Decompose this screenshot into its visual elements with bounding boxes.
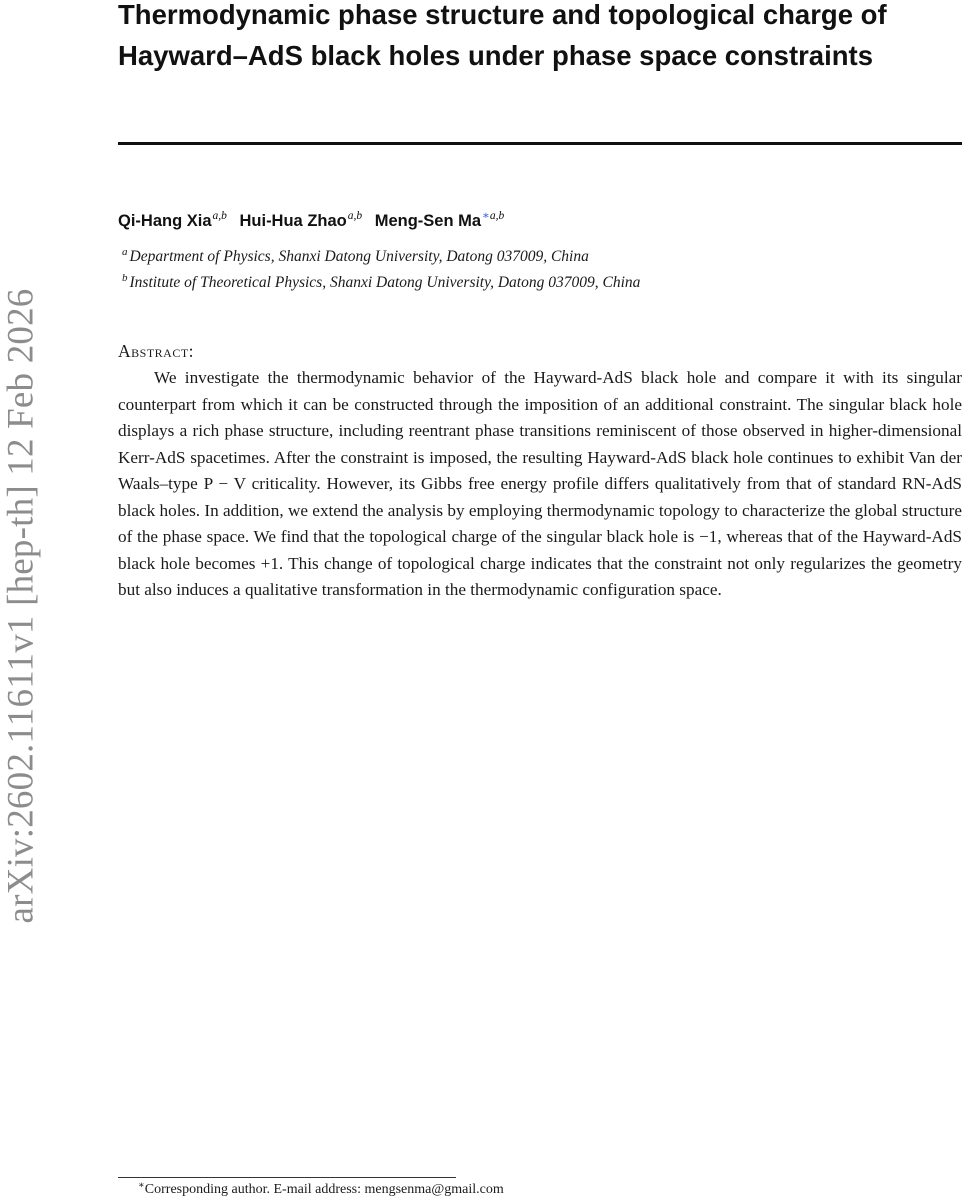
author-name: Hui-Hua Zhao <box>239 212 347 230</box>
affiliation-mark: b <box>122 272 128 284</box>
affiliation-a <box>122 248 589 266</box>
author-name: Qi-Hang Xia <box>118 212 212 230</box>
arxiv-identifier[interactable]: arXiv:2602.11611v1 [hep-th] 12 Feb 2026 <box>0 288 42 924</box>
affiliation-b <box>122 274 640 292</box>
affiliation-text: Department of Physics, Shanxi Datong University, Datong 037009, China <box>129 248 589 265</box>
corresponding-author-link[interactable]: ∗ <box>482 210 490 222</box>
author-name: Meng-Sen Ma <box>374 212 482 230</box>
footnote <box>138 1182 504 1198</box>
footnote-mark: ∗ <box>138 1180 145 1191</box>
affiliation-text: Institute of Theoretical Physics, Shanxi Datong University, Datong 037009, China <box>129 274 641 291</box>
affiliation-mark: a <box>122 246 128 258</box>
author <box>239 212 362 230</box>
author <box>118 212 227 230</box>
author <box>375 212 505 230</box>
title-divider <box>118 142 962 145</box>
author-affiliation-mark: a,b <box>347 210 363 222</box>
author-affiliation-mark: a,b <box>212 210 227 222</box>
abstract-text: We investigate the thermodynamic behavior of the Hayward-AdS black hole and compare it with its singular counterpart from which it can be constructed through the imposition of an additional constraint. The singular black hole displays a rich phase structure, including reentrant phase transitions reminiscent of those observed in higher-dimensional Kerr-AdS spacetimes. After the constraint is imposed, the resulting Hayward-AdS black hole continues to exhibit Van der Waals–type P − V criticality. However, its Gibbs free energy profile differs qualitatively from that of standard RN-AdS black holes. In addition, we extend the analysis by employing thermodynamic topology to characterize the global structure of the phase space. We find that the topological charge of the singular black hole is −1, whereas that of the Hayward-AdS black hole becomes +1. This change of topological charge indicates that the constraint not only regularizes the geometry but also induces a qualitative transformation in the thermodynamic configuration space. <box>118 368 962 599</box>
author-affiliation-mark <box>482 210 504 222</box>
footnote-divider <box>118 1177 456 1178</box>
paper-title: Thermodynamic phase structure and topological charge of Hayward–AdS black holes under phase space constraints <box>118 0 887 71</box>
author-affiliation-letters: a,b <box>489 210 505 222</box>
footnote-text: Corresponding author. E-mail address: mengsenma@gmail.com <box>144 1182 504 1197</box>
abstract-heading: Abstract: <box>118 341 195 361</box>
author-list <box>118 212 512 231</box>
arxiv-stamp <box>0 0 40 1200</box>
